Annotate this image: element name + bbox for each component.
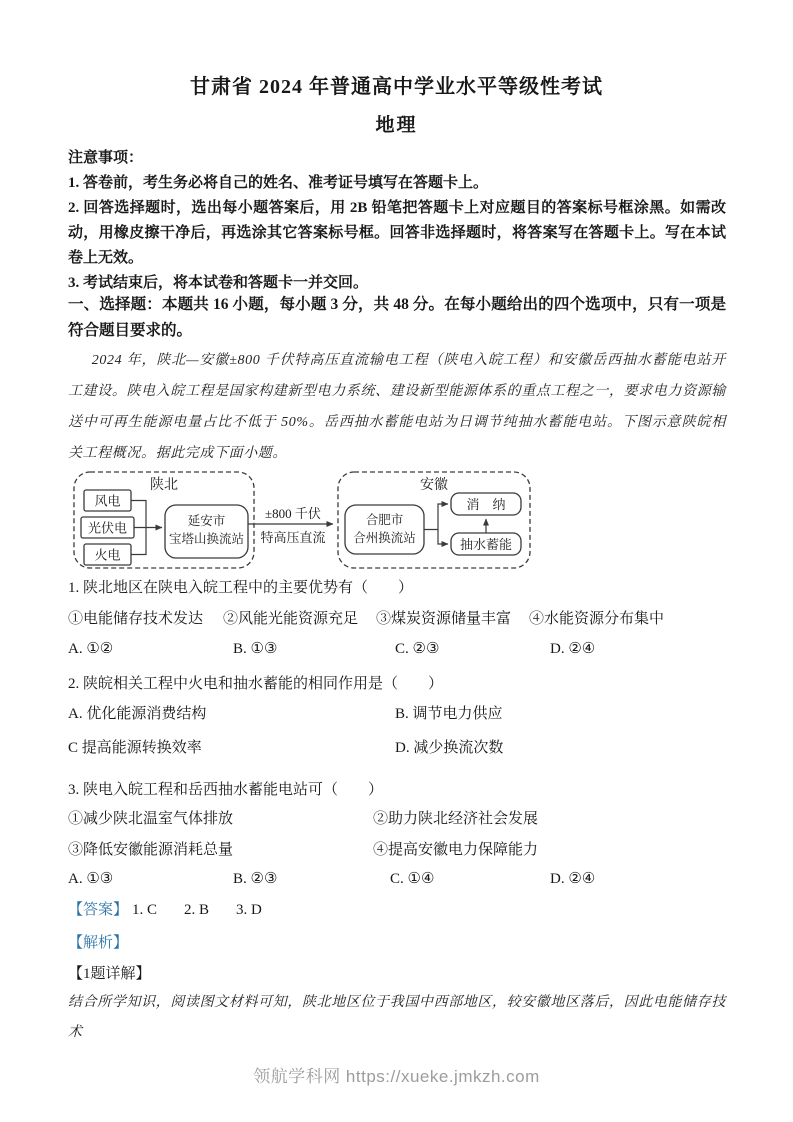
question-3-statements-row1 xyxy=(0,807,793,831)
q2-choice-b: B. 调节电力供应 xyxy=(395,706,503,722)
q1-statement-1: ①电能储存技术发达 xyxy=(68,611,204,627)
section-heading: 一、选择题：本题共 16 小题，每小题 3 分，共 48 分。在每小题给出的四个选项中，只有一项是符合题目要求的。 xyxy=(68,296,726,339)
page-title: 甘肃省 2024 年普通高中学业水平等级性考试 xyxy=(190,76,603,98)
q3-statement-2: ②助力陕北经济社会发展 xyxy=(373,811,539,827)
q1-statement-4: ④水能资源分布集中 xyxy=(529,611,665,627)
question-3-stem: 3. 陕电入皖工程和岳西抽水蓄能电站可（ ） xyxy=(68,782,384,798)
watermark-footer: 领航学科网 https://xueke.jmkzh.com xyxy=(253,1067,540,1086)
answer-2: 2. B xyxy=(184,902,210,918)
shaanbei-region-label: 陕北 xyxy=(150,478,178,493)
q1-choice-c: C. ②③ xyxy=(395,641,440,657)
answer-3: 3. D xyxy=(236,902,262,918)
q3-choice-c: C. ①④ xyxy=(390,871,435,887)
question-1-choices xyxy=(0,639,793,663)
q3-choice-d: D. ②④ xyxy=(550,871,596,887)
q2-choice-a: A. 优化能源消费结构 xyxy=(68,706,207,722)
anhui-region-label: 安徽 xyxy=(420,478,448,493)
pumped-storage-label: 抽水蓄能 xyxy=(459,537,513,552)
notice-block xyxy=(68,146,726,296)
hefei-station-line1: 合肥市 xyxy=(365,513,404,527)
q2-choice-c: C 提高能源转换效率 xyxy=(68,740,202,756)
power-transmission-diagram xyxy=(64,462,544,574)
notice-heading: 注意事项： xyxy=(68,150,144,166)
q1-statement-3: ③煤炭资源储量丰富 xyxy=(376,611,512,627)
q3-statement-1: ①减少陕北温室气体排放 xyxy=(68,811,234,827)
question-2-stem: 2. 陕皖相关工程中火电和抽水蓄能的相同作用是（ ） xyxy=(68,676,444,692)
q3-choice-a: A. ①③ xyxy=(68,871,114,887)
analysis-label: 【解析】 xyxy=(68,935,129,951)
answer-1: 1. C xyxy=(132,902,158,918)
question-2-choices-row1 xyxy=(0,702,793,726)
reading-passage: 2024 年，陕北—安徽±800 千伏特高压直流输电工程（陕电入皖工程）和安徽岳西抽水蓄能电站开工建设。陕电入皖工程是国家构建新型电力系统、建设新型能源体系的重点工程之一，要求电力资源输送中可再生能源电量占比不低于 50%。岳西抽水蓄能电站为日调节纯抽水蓄能电站。下图示意陕皖相关工程概况。据此完成下面小题。 xyxy=(68,353,726,461)
q1-choice-a: A. ①② xyxy=(68,641,114,657)
notice-item-2: 2. 回答选择题时，选出每小题答案后，用 2B 铅笔把答题卡上对应题目的答案标号框涂黑。如需改动，用橡皮擦干净后，再选涂其它答案标号框。回答非选择题时，将答案写在答题卡上。写在本试卷上无效。 xyxy=(68,200,726,266)
answers-row xyxy=(68,898,289,919)
question-1-stem: 1. 陕北地区在陕电入皖工程中的主要优势有（ ） xyxy=(68,580,414,596)
consumption-label: 消 纳 xyxy=(466,497,506,512)
q3-statement-3: ③降低安徽能源消耗总量 xyxy=(68,842,234,858)
notice-item-3: 3. 考试结束后，将本试卷和答题卡一并交回。 xyxy=(68,275,369,291)
uhvdc-label-top: ±800 千伏 xyxy=(265,506,321,521)
question-3-statements-row2 xyxy=(0,838,793,862)
q3-choice-b: B. ②③ xyxy=(233,871,278,887)
yanan-station-line1: 延安市 xyxy=(187,514,226,528)
q1-choice-b: B. ①③ xyxy=(233,641,278,657)
uhvdc-label-bottom: 特高压直流 xyxy=(260,530,326,545)
q3-statement-4: ④提高安徽电力保障能力 xyxy=(373,842,539,858)
yanan-station-line2: 宝塔山换流站 xyxy=(168,532,245,546)
wind-power-label: 风电 xyxy=(94,493,121,509)
question-1 xyxy=(0,576,793,600)
thermal-power-label: 火电 xyxy=(94,547,121,563)
question-2-choices-row2 xyxy=(0,736,793,760)
detail-heading: 【1题详解】 xyxy=(68,966,151,982)
question-1-statements xyxy=(0,607,793,631)
question-2 xyxy=(0,672,793,696)
q1-statement-2: ②风能光能资源充足 xyxy=(223,611,359,627)
notice-item-1: 1. 答卷前，考生务必将自己的姓名、准考证号填写在答题卡上。 xyxy=(68,175,489,191)
branch-to-consumption xyxy=(424,504,448,530)
hefei-station-line2: 合州换流站 xyxy=(353,531,416,545)
q1-choice-d: D. ②④ xyxy=(550,641,596,657)
analysis-paragraph: 结合所学知识，阅读图文材料可知，陕北地区位于我国中西部地区，较安徽地区落后，因此电能储存技术 xyxy=(68,995,726,1040)
answers-label: 【答案】 xyxy=(68,902,129,918)
branch-to-storage xyxy=(438,530,448,545)
question-3-choices xyxy=(0,869,793,893)
subject-title: 地理 xyxy=(375,115,418,136)
question-3 xyxy=(0,778,793,802)
q2-choice-d: D. 减少换流次数 xyxy=(395,740,504,756)
pv-power-label: 光伏电 xyxy=(87,520,128,536)
